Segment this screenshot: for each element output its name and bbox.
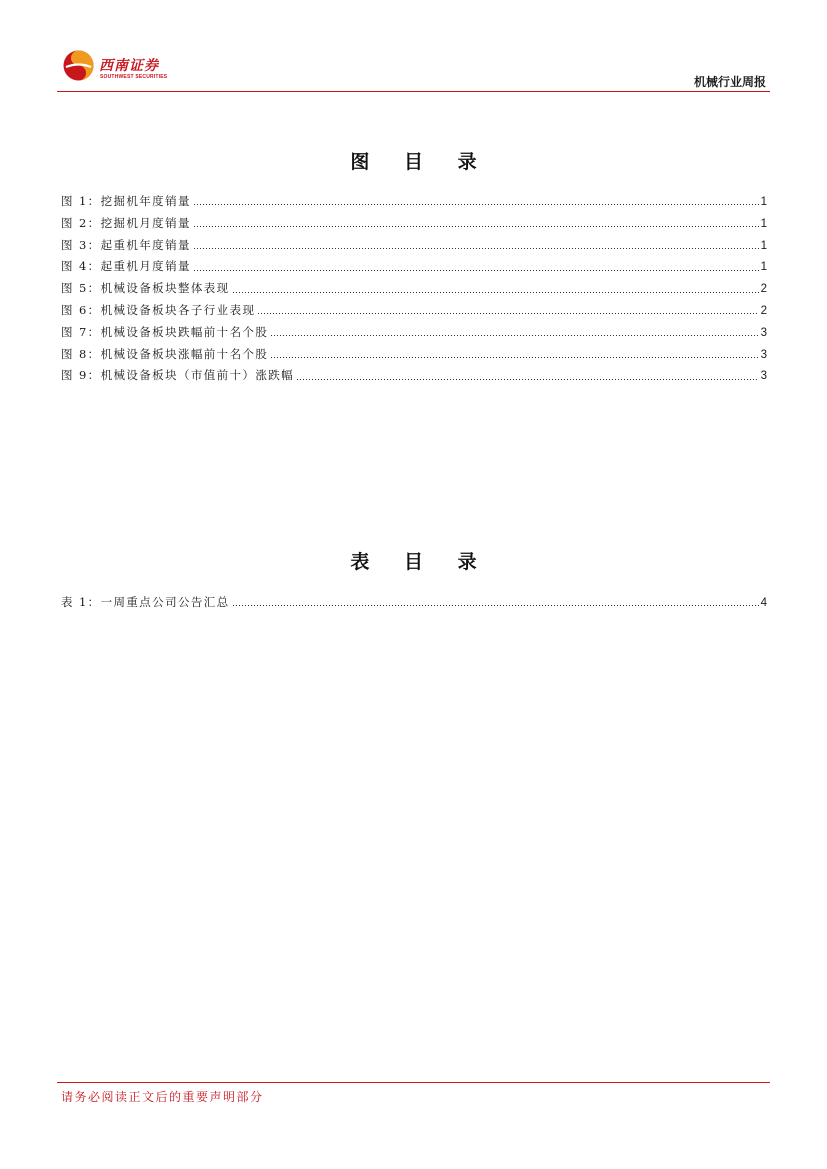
dot-leader — [193, 204, 759, 205]
toc-entry-page: 1 — [760, 239, 767, 252]
toc-entry-figure-6[interactable] — [61, 300, 767, 322]
figure-toc-title: 图 目 录 — [350, 151, 491, 173]
dot-leader — [232, 292, 759, 293]
toc-entry-figure-3[interactable] — [61, 235, 767, 257]
toc-entry-label: 图 2：挖掘机月度销量 — [61, 215, 191, 230]
table-toc-title: 表 目 录 — [350, 551, 491, 573]
figure-toc-list — [61, 191, 767, 387]
footer-divider — [57, 1082, 770, 1083]
dot-leader — [232, 605, 759, 606]
toc-entry-figure-4[interactable] — [61, 256, 767, 278]
southwest-securities-logo — [63, 50, 183, 84]
dot-leader — [193, 248, 759, 249]
toc-entry-label: 图 7：机械设备板块跌幅前十名个股 — [61, 324, 269, 339]
toc-entry-figure-5[interactable] — [61, 278, 767, 300]
dot-leader — [270, 357, 758, 358]
toc-entry-page: 1 — [760, 261, 767, 274]
dot-leader — [270, 335, 758, 336]
toc-entry-label: 图 6：机械设备板块各子行业表现 — [61, 302, 256, 317]
page-footer — [57, 1082, 770, 1105]
toc-entry-figure-1[interactable] — [61, 191, 767, 213]
toc-entry-page: 3 — [760, 326, 767, 339]
dot-leader — [193, 270, 759, 271]
page-header — [57, 48, 770, 92]
toc-entry-figure-9[interactable] — [61, 365, 767, 387]
toc-entry-page: 3 — [760, 348, 767, 361]
toc-entry-page: 2 — [760, 283, 767, 296]
toc-entry-page: 4 — [760, 597, 767, 609]
logo-emblem-icon — [63, 50, 94, 81]
toc-entry-figure-8[interactable] — [61, 344, 767, 366]
footer-disclaimer: 请务必阅读正文后的重要声明部分 — [61, 1090, 264, 1104]
toc-entry-page: 3 — [760, 370, 767, 383]
toc-entry-table-1[interactable] — [61, 592, 767, 614]
toc-entry-label: 图 8：机械设备板块涨幅前十名个股 — [61, 346, 269, 361]
toc-entry-page: 2 — [760, 304, 767, 317]
toc-entry-label: 图 4：起重机月度销量 — [61, 259, 191, 274]
toc-entry-page: 1 — [760, 196, 767, 208]
dot-leader — [193, 226, 759, 227]
dot-leader — [257, 313, 758, 314]
dot-leader — [296, 379, 759, 380]
toc-entry-figure-7[interactable] — [61, 322, 767, 344]
toc-entry-label: 图 9：机械设备板块（市值前十）涨跌幅 — [61, 368, 295, 383]
logo-chinese-name: 西南证券 — [99, 58, 159, 74]
report-type-title: 机械行业周报 — [693, 75, 766, 89]
toc-entry-label: 表 1：一周重点公司公告汇总 — [61, 595, 230, 609]
toc-entry-label: 图 1：挖掘机年度销量 — [61, 194, 191, 208]
toc-entry-label: 图 5：机械设备板块整体表现 — [61, 281, 230, 296]
table-toc-list — [61, 592, 767, 614]
logo-english-name: SOUTHWEST SECURITIES — [100, 74, 168, 80]
toc-entry-figure-2[interactable] — [61, 213, 767, 235]
header-divider — [57, 91, 770, 92]
toc-entry-label: 图 3：起重机年度销量 — [61, 237, 191, 252]
toc-entry-page: 1 — [760, 217, 767, 230]
